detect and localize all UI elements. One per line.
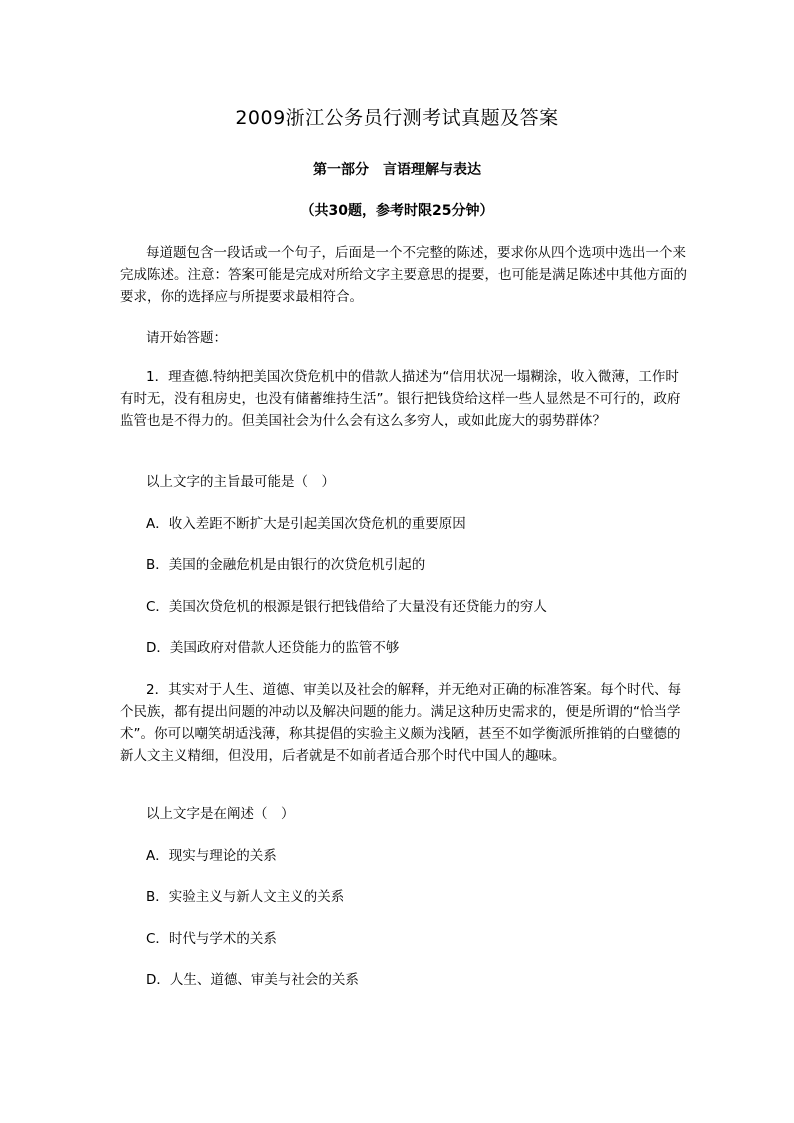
question-2-stem: 以上文字是在阐述（ ）	[146, 806, 295, 822]
question-2-option-d: D．人生、道德、审美与社会的关系	[146, 972, 359, 988]
section-note: （共30题，参考时限25分钟）	[300, 203, 494, 219]
section-heading: 第一部分 言语理解与表达	[313, 162, 481, 178]
question-2-option-a: A．现实与理论的关系	[146, 848, 277, 864]
instructions-paragraph: 每道题包含一段话或一个句子，后面是一个不完整的陈述，要求你从四个选项中选出一个来完成陈述。注意：答案可能是完成对所给文字主要意思的提要，也可能是满足陈述中其他方面的要求，你的选择应与所提要求最相符合。	[120, 245, 687, 305]
start-prompt: 请开始答题：	[146, 330, 227, 346]
question-2-option-c: C．时代与学术的关系	[146, 931, 277, 947]
question-1-option-b: B．美国的金融危机是由银行的次贷危机引起的	[146, 557, 426, 573]
question-1-stem: 以上文字的主旨最可能是（ ）	[146, 474, 335, 490]
question-1-option-c: C．美国次贷危机的根源是银行把钱借给了大量没有还贷能力的穷人	[146, 599, 547, 615]
question-1-option-d: D．美国政府对借款人还贷能力的监管不够	[146, 640, 400, 656]
document-title: 2009浙江公务员行测考试真题及答案	[235, 107, 559, 129]
question-1-option-a: A．收入差距不断扩大是引起美国次贷危机的重要原因	[146, 516, 466, 532]
question-2-option-b: B．实验主义与新人文主义的关系	[146, 889, 345, 905]
question-1-passage: 1．理查德.特纳把美国次贷危机中的借款人描述为“信用状况一塌糊涂，收入微薄，工作时有时无，没有租房史，也没有储蓄维持生活”。银行把钱贷给这样一些人显然是不可行的，政府监管也是不得力的。但美国社会为什么会有这么多穷人，或如此庞大的弱势群体？	[120, 369, 681, 429]
question-2-passage: 2．其实对于人生、道德、审美以及社会的解释，并无绝对正确的标准答案。每个时代、每个民族，都有提出问题的冲动以及解决问题的能力。满足这种历史需求的，便是所谓的“恰当学术”。你可以嘲笑胡适浅薄，称其提倡的实验主义颇为浅陋，甚至不如学衡派所推销的白璧德的新人文主义精细，但没用，后者就是不如前者适合那个时代中国人的趣味。	[120, 682, 682, 764]
